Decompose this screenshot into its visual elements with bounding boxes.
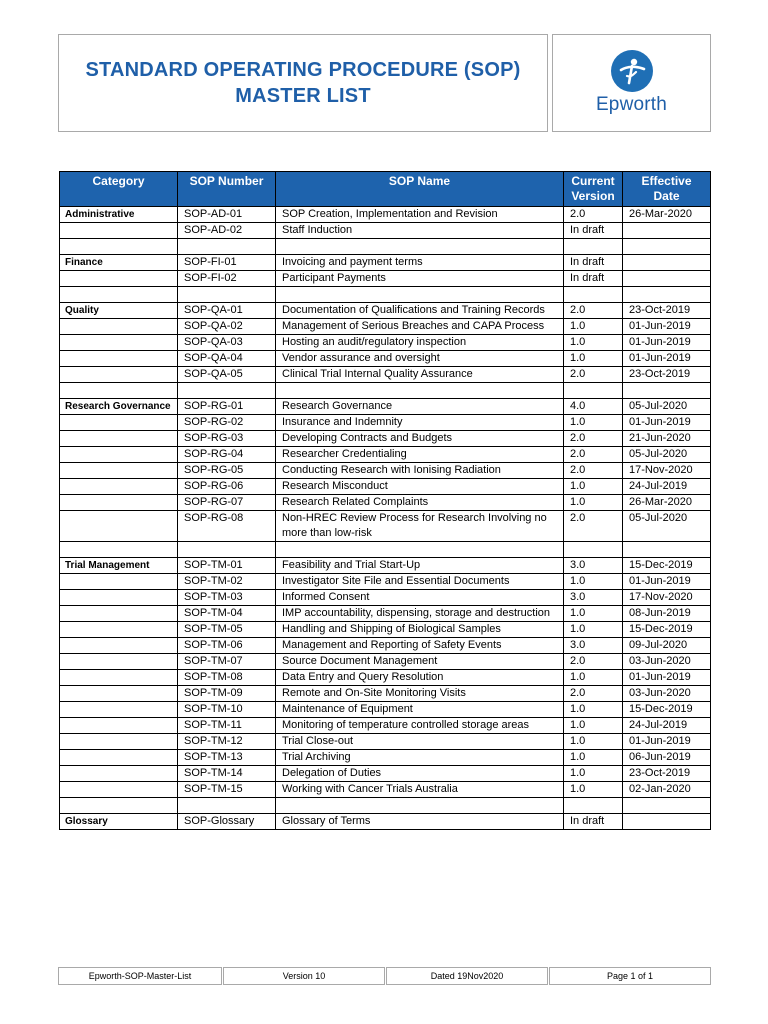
cell-version [564,798,623,814]
cell-version: In draft [564,814,623,830]
cell-effective-date [623,239,711,255]
cell-sop-number: SOP-QA-01 [178,303,276,319]
cell-category [60,367,178,383]
document-title-box [58,34,548,132]
cell-version: 3.0 [564,558,623,574]
cell-effective-date: 01-Jun-2019 [623,335,711,351]
table-row [60,335,711,351]
cell-category [60,590,178,606]
cell-category [60,574,178,590]
cell-version: 2.0 [564,686,623,702]
cell-effective-date [623,271,711,287]
cell-sop-number: SOP-TM-11 [178,718,276,734]
cell-version: 2.0 [564,447,623,463]
cell-version: 1.0 [564,351,623,367]
cell-sop-name: Trial Close-out [276,734,564,750]
cell-sop-name: Research Governance [276,399,564,415]
cell-sop-name: Non-HREC Review Process for Research Involving no more than low-risk [276,511,564,542]
cell-effective-date [623,287,711,303]
cell-sop-number: SOP-QA-03 [178,335,276,351]
cell-category [60,606,178,622]
cell-sop-number: SOP-TM-01 [178,558,276,574]
cell-effective-date: 01-Jun-2019 [623,319,711,335]
cell-effective-date: 24-Jul-2019 [623,479,711,495]
blank-row [60,239,711,255]
table-header-row [60,172,711,207]
cell-sop-number [178,542,276,558]
cell-sop-number: SOP-RG-02 [178,415,276,431]
cell-category: Finance [60,255,178,271]
table-row [60,574,711,590]
cell-sop-number: SOP-AD-01 [178,207,276,223]
cell-category [60,239,178,255]
cell-sop-name [276,239,564,255]
cell-effective-date: 01-Jun-2019 [623,415,711,431]
blank-row [60,287,711,303]
cell-category [60,654,178,670]
cell-effective-date: 09-Jul-2020 [623,638,711,654]
cell-sop-number: SOP-RG-05 [178,463,276,479]
table-row [60,638,711,654]
cell-sop-name: Staff Induction [276,223,564,239]
cell-sop-name: Trial Archiving [276,750,564,766]
cell-version: 2.0 [564,431,623,447]
table-row [60,415,711,431]
table-row [60,734,711,750]
cell-version: 2.0 [564,367,623,383]
cell-sop-number: SOP-TM-13 [178,750,276,766]
cell-effective-date: 02-Jan-2020 [623,782,711,798]
cell-version: In draft [564,223,623,239]
cell-version: 1.0 [564,718,623,734]
cell-version: 3.0 [564,638,623,654]
cell-sop-number: SOP-RG-01 [178,399,276,415]
cell-sop-name: Delegation of Duties [276,766,564,782]
table-row [60,750,711,766]
cell-category [60,495,178,511]
cell-category [60,463,178,479]
cell-version [564,542,623,558]
cell-version: 2.0 [564,303,623,319]
title-line-1: STANDARD OPERATING PROCEDURE (SOP) [85,59,521,81]
cell-sop-name [276,798,564,814]
cell-category [60,718,178,734]
cell-category [60,622,178,638]
cell-category [60,734,178,750]
logo-wordmark: Epworth [595,94,668,115]
table-row [60,654,711,670]
cell-sop-number: SOP-TM-15 [178,782,276,798]
cell-effective-date: 08-Jun-2019 [623,606,711,622]
cell-sop-number [178,287,276,303]
cell-category [60,782,178,798]
cell-category [60,670,178,686]
cell-sop-name: Insurance and Indemnity [276,415,564,431]
cell-category [60,223,178,239]
epworth-figure-logo-icon [611,50,653,92]
cell-sop-name [276,383,564,399]
cell-version: 4.0 [564,399,623,415]
cell-effective-date: 05-Jul-2020 [623,511,711,542]
header-category: Category [60,172,178,207]
cell-version: In draft [564,271,623,287]
table-row [60,463,711,479]
cell-category: Research Governance [60,399,178,415]
cell-version: 1.0 [564,622,623,638]
blank-row [60,798,711,814]
table-row [60,367,711,383]
cell-sop-name: Maintenance of Equipment [276,702,564,718]
cell-category [60,479,178,495]
cell-version: 3.0 [564,590,623,606]
cell-sop-number [178,383,276,399]
cell-sop-name: Conducting Research with Ionising Radiation [276,463,564,479]
cell-effective-date: 23-Oct-2019 [623,367,711,383]
cell-effective-date: 01-Jun-2019 [623,670,711,686]
cell-effective-date: 01-Jun-2019 [623,574,711,590]
cell-category [60,511,178,542]
cell-effective-date [623,255,711,271]
table-row [60,718,711,734]
cell-sop-name: Data Entry and Query Resolution [276,670,564,686]
cell-version: 2.0 [564,654,623,670]
cell-category [60,447,178,463]
table-row [60,814,711,830]
cell-sop-name: Handling and Shipping of Biological Samples [276,622,564,638]
cell-sop-name: Invoicing and payment terms [276,255,564,271]
cell-sop-number: SOP-TM-06 [178,638,276,654]
cell-effective-date: 05-Jul-2020 [623,399,711,415]
cell-effective-date: 24-Jul-2019 [623,718,711,734]
cell-version: 2.0 [564,463,623,479]
table-row [60,271,711,287]
table-row [60,399,711,415]
cell-sop-name: Clinical Trial Internal Quality Assurance [276,367,564,383]
cell-effective-date: 26-Mar-2020 [623,207,711,223]
cell-effective-date: 05-Jul-2020 [623,447,711,463]
sop-table [59,171,711,830]
cell-version: 1.0 [564,415,623,431]
cell-sop-name: Monitoring of temperature controlled storage areas [276,718,564,734]
cell-version: 1.0 [564,319,623,335]
cell-version: 2.0 [564,207,623,223]
cell-version: 1.0 [564,670,623,686]
footer-doc-name: Epworth-SOP-Master-List [58,967,222,985]
cell-effective-date [623,814,711,830]
cell-sop-number: SOP-FI-01 [178,255,276,271]
cell-sop-number: SOP-AD-02 [178,223,276,239]
cell-sop-name: Working with Cancer Trials Australia [276,782,564,798]
cell-sop-name: Developing Contracts and Budgets [276,431,564,447]
cell-sop-name: Glossary of Terms [276,814,564,830]
cell-effective-date: 26-Mar-2020 [623,495,711,511]
cell-sop-name: Documentation of Qualifications and Training Records [276,303,564,319]
cell-category [60,702,178,718]
cell-category [60,287,178,303]
table-body [60,207,711,830]
cell-effective-date: 23-Oct-2019 [623,303,711,319]
table-row [60,431,711,447]
cell-category: Quality [60,303,178,319]
cell-sop-name: Research Misconduct [276,479,564,495]
cell-sop-number: SOP-TM-02 [178,574,276,590]
table-row [60,670,711,686]
table-row [60,207,711,223]
cell-sop-number: SOP-Glossary [178,814,276,830]
cell-effective-date [623,542,711,558]
cell-sop-name: Informed Consent [276,590,564,606]
cell-sop-number: SOP-QA-04 [178,351,276,367]
cell-effective-date: 03-Jun-2020 [623,654,711,670]
cell-sop-name: Remote and On-Site Monitoring Visits [276,686,564,702]
cell-sop-number: SOP-TM-09 [178,686,276,702]
cell-category [60,686,178,702]
cell-category: Trial Management [60,558,178,574]
cell-sop-number: SOP-TM-04 [178,606,276,622]
header-current-version: Current Version [564,172,623,207]
cell-effective-date: 03-Jun-2020 [623,686,711,702]
cell-effective-date [623,798,711,814]
cell-category [60,766,178,782]
cell-category: Glossary [60,814,178,830]
cell-sop-name [276,287,564,303]
cell-sop-number: SOP-RG-03 [178,431,276,447]
cell-version: 1.0 [564,750,623,766]
cell-category [60,271,178,287]
cell-effective-date: 23-Oct-2019 [623,766,711,782]
cell-category [60,542,178,558]
cell-version: 1.0 [564,606,623,622]
cell-version [564,383,623,399]
page-footer [58,966,711,986]
cell-effective-date [623,383,711,399]
header-effective-date: Effective Date [623,172,711,207]
cell-category [60,351,178,367]
header-sop-name: SOP Name [276,172,564,207]
cell-effective-date: 01-Jun-2019 [623,734,711,750]
cell-category [60,750,178,766]
cell-sop-number: SOP-RG-08 [178,511,276,542]
cell-sop-number: SOP-QA-02 [178,319,276,335]
cell-sop-name: Research Related Complaints [276,495,564,511]
cell-version: 1.0 [564,495,623,511]
cell-version: 1.0 [564,479,623,495]
table-row [60,319,711,335]
cell-effective-date: 15-Dec-2019 [623,558,711,574]
cell-sop-number: SOP-TM-08 [178,670,276,686]
cell-effective-date: 17-Nov-2020 [623,590,711,606]
cell-category [60,319,178,335]
cell-version: In draft [564,255,623,271]
blank-row [60,542,711,558]
cell-sop-name: Feasibility and Trial Start-Up [276,558,564,574]
cell-effective-date: 01-Jun-2019 [623,351,711,367]
cell-category [60,638,178,654]
cell-sop-number: SOP-RG-06 [178,479,276,495]
cell-effective-date: 17-Nov-2020 [623,463,711,479]
cell-version: 1.0 [564,766,623,782]
logo-box [552,34,711,132]
cell-category [60,415,178,431]
footer-dated: Dated 19Nov2020 [386,967,548,985]
table-row [60,511,711,542]
table-row [60,351,711,367]
table-row [60,558,711,574]
table-row [60,622,711,638]
header-sop-number: SOP Number [178,172,276,207]
cell-category [60,383,178,399]
table-row [60,782,711,798]
cell-effective-date: 06-Jun-2019 [623,750,711,766]
cell-version: 1.0 [564,782,623,798]
cell-sop-number: SOP-TM-07 [178,654,276,670]
cell-version: 2.0 [564,511,623,542]
cell-version: 1.0 [564,702,623,718]
table-row [60,255,711,271]
table-row [60,590,711,606]
cell-sop-number: SOP-RG-07 [178,495,276,511]
cell-sop-name: SOP Creation, Implementation and Revision [276,207,564,223]
cell-category: Administrative [60,207,178,223]
cell-sop-name: Source Document Management [276,654,564,670]
cell-effective-date: 21-Jun-2020 [623,431,711,447]
cell-sop-name: Researcher Credentialing [276,447,564,463]
cell-sop-name [276,542,564,558]
table-row [60,303,711,319]
cell-version [564,287,623,303]
cell-sop-number: SOP-TM-14 [178,766,276,782]
cell-sop-number: SOP-FI-02 [178,271,276,287]
cell-sop-number: SOP-TM-03 [178,590,276,606]
cell-category [60,431,178,447]
table-row [60,479,711,495]
cell-sop-number: SOP-RG-04 [178,447,276,463]
cell-version: 1.0 [564,335,623,351]
cell-sop-number: SOP-TM-10 [178,702,276,718]
cell-sop-name: IMP accountability, dispensing, storage and destruction [276,606,564,622]
table-row [60,686,711,702]
table-row [60,495,711,511]
cell-sop-number [178,798,276,814]
blank-row [60,383,711,399]
cell-version [564,239,623,255]
cell-version: 1.0 [564,734,623,750]
cell-sop-name: Management of Serious Breaches and CAPA Process [276,319,564,335]
cell-effective-date: 15-Dec-2019 [623,622,711,638]
table-row [60,702,711,718]
cell-category [60,798,178,814]
cell-sop-name: Investigator Site File and Essential Documents [276,574,564,590]
table-row [60,223,711,239]
cell-version: 1.0 [564,574,623,590]
cell-sop-name: Hosting an audit/regulatory inspection [276,335,564,351]
footer-version: Version 10 [223,967,385,985]
cell-sop-number: SOP-TM-05 [178,622,276,638]
footer-page-number: Page 1 of 1 [549,967,711,985]
cell-sop-name: Management and Reporting of Safety Events [276,638,564,654]
cell-category [60,335,178,351]
cell-sop-name: Participant Payments [276,271,564,287]
cell-sop-number: SOP-TM-12 [178,734,276,750]
table-row [60,447,711,463]
cell-sop-number: SOP-QA-05 [178,367,276,383]
title-line-2: MASTER LIST [235,85,371,107]
cell-effective-date: 15-Dec-2019 [623,702,711,718]
cell-sop-name: Vendor assurance and oversight [276,351,564,367]
cell-effective-date [623,223,711,239]
cell-sop-number [178,239,276,255]
table-row [60,606,711,622]
table-row [60,766,711,782]
